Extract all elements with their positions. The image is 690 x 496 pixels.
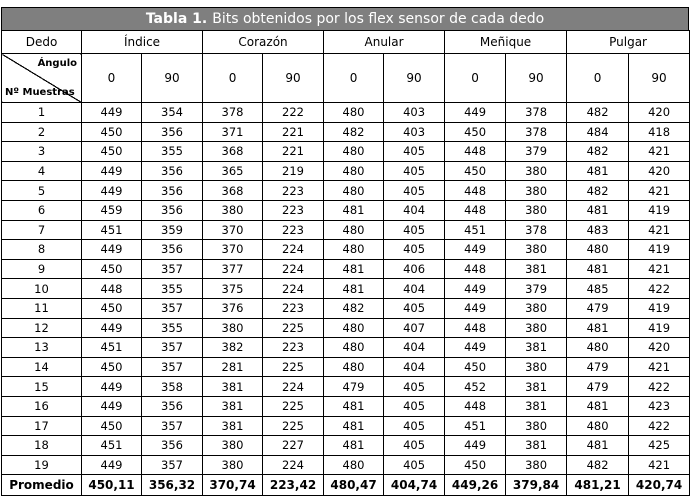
table-cell: 479 bbox=[324, 377, 384, 397]
table-cell: 380 bbox=[203, 436, 263, 456]
table-cell: 480 bbox=[324, 455, 384, 475]
table-row bbox=[2, 200, 690, 220]
table-cell: 405 bbox=[384, 396, 445, 416]
table-cell: 380 bbox=[203, 318, 263, 338]
table-cell: 224 bbox=[263, 259, 324, 279]
table-cell: 371 bbox=[203, 122, 263, 142]
table-cell: 370 bbox=[203, 220, 263, 240]
table-cell: 481 bbox=[567, 318, 629, 338]
table-cell: 450 bbox=[82, 416, 142, 436]
table-cell: 422 bbox=[629, 416, 690, 436]
table-row bbox=[2, 142, 690, 162]
table-cell: 421 bbox=[629, 357, 690, 377]
table-cell: 219 bbox=[263, 161, 324, 181]
table-row bbox=[2, 240, 690, 260]
table-cell: 450 bbox=[82, 142, 142, 162]
table-cell: 479 bbox=[567, 357, 629, 377]
table-cell: 450 bbox=[445, 455, 506, 475]
table-cell: 223 bbox=[263, 181, 324, 201]
table-cell: 404 bbox=[384, 338, 445, 358]
table-cell: 480 bbox=[567, 416, 629, 436]
table-cell: 406 bbox=[384, 259, 445, 279]
table-cell: 482 bbox=[567, 455, 629, 475]
table-cell: 405 bbox=[384, 455, 445, 475]
table-cell: 482 bbox=[567, 103, 629, 123]
table-cell: 405 bbox=[384, 161, 445, 181]
table-cell: 376 bbox=[203, 298, 263, 318]
table-cell: 450 bbox=[445, 357, 506, 377]
table-cell: 481 bbox=[567, 200, 629, 220]
average-label: Promedio bbox=[2, 475, 82, 496]
table-cell: 481 bbox=[567, 396, 629, 416]
header-finger-anular: Anular bbox=[324, 31, 445, 54]
table-cell: 449 bbox=[82, 103, 142, 123]
table-cell: 356 bbox=[142, 200, 203, 220]
table-cell: 450 bbox=[445, 161, 506, 181]
table-cell: 404 bbox=[384, 357, 445, 377]
table-cell: 224 bbox=[263, 279, 324, 299]
table-cell: 421 bbox=[629, 455, 690, 475]
table-cell: 380 bbox=[506, 357, 567, 377]
table-cell: 449 bbox=[445, 103, 506, 123]
average-cell: 420,74 bbox=[629, 475, 690, 496]
table-cell: 449 bbox=[82, 377, 142, 397]
table-cell: 481 bbox=[324, 200, 384, 220]
table-cell: 379 bbox=[506, 279, 567, 299]
table-cell: 225 bbox=[263, 357, 324, 377]
average-cell: 404,74 bbox=[384, 475, 445, 496]
table-cell: 404 bbox=[384, 200, 445, 220]
table-row bbox=[2, 455, 690, 475]
header-angle-cell: 0 bbox=[567, 54, 629, 103]
table-cell: 378 bbox=[506, 220, 567, 240]
table-cell: 451 bbox=[82, 220, 142, 240]
average-cell: 356,32 bbox=[142, 475, 203, 496]
table-cell: 405 bbox=[384, 142, 445, 162]
average-cell: 450,11 bbox=[82, 475, 142, 496]
sample-number-cell: 12 bbox=[2, 318, 82, 338]
table-cell: 452 bbox=[445, 377, 506, 397]
table-row bbox=[2, 436, 690, 456]
table-cell: 481 bbox=[324, 279, 384, 299]
table-cell: 380 bbox=[506, 161, 567, 181]
table-cell: 225 bbox=[263, 416, 324, 436]
table-cell: 419 bbox=[629, 298, 690, 318]
table-cell: 222 bbox=[263, 103, 324, 123]
table-cell: 448 bbox=[82, 279, 142, 299]
table-cell: 381 bbox=[203, 416, 263, 436]
table-cell: 449 bbox=[82, 396, 142, 416]
sample-number-cell: 15 bbox=[2, 377, 82, 397]
header-diagonal-cell bbox=[2, 54, 82, 103]
average-row bbox=[2, 475, 690, 496]
table-cell: 423 bbox=[629, 396, 690, 416]
sample-number-cell: 11 bbox=[2, 298, 82, 318]
table-cell: 480 bbox=[324, 357, 384, 377]
table-cell: 419 bbox=[629, 240, 690, 260]
average-cell: 370,74 bbox=[203, 475, 263, 496]
table-cell: 459 bbox=[82, 200, 142, 220]
average-cell: 449,26 bbox=[445, 475, 506, 496]
header-dedo: Dedo bbox=[2, 31, 82, 54]
table-cell: 224 bbox=[263, 377, 324, 397]
table-cell: 405 bbox=[384, 240, 445, 260]
header-angle-cell: 90 bbox=[263, 54, 324, 103]
sample-number-cell: 18 bbox=[2, 436, 82, 456]
table-cell: 223 bbox=[263, 200, 324, 220]
table-cell: 481 bbox=[324, 396, 384, 416]
table-cell: 223 bbox=[263, 338, 324, 358]
table-cell: 380 bbox=[506, 318, 567, 338]
header-angle-cell: 0 bbox=[445, 54, 506, 103]
table-cell: 451 bbox=[82, 338, 142, 358]
table-row bbox=[2, 416, 690, 436]
table-cell: 484 bbox=[567, 122, 629, 142]
table-cell: 403 bbox=[384, 103, 445, 123]
table-cell: 481 bbox=[324, 416, 384, 436]
table-cell: 356 bbox=[142, 122, 203, 142]
sample-number-cell: 8 bbox=[2, 240, 82, 260]
header-angle-label: Ángulo bbox=[37, 58, 77, 69]
table-cell: 370 bbox=[203, 240, 263, 260]
table-cell: 480 bbox=[324, 220, 384, 240]
sample-number-cell: 3 bbox=[2, 142, 82, 162]
table-cell: 378 bbox=[506, 103, 567, 123]
table-cell: 227 bbox=[263, 436, 324, 456]
table-cell: 405 bbox=[384, 220, 445, 240]
table-cell: 480 bbox=[324, 103, 384, 123]
table-cell: 449 bbox=[82, 455, 142, 475]
table-cell: 450 bbox=[82, 298, 142, 318]
table-cell: 479 bbox=[567, 298, 629, 318]
table-cell: 355 bbox=[142, 279, 203, 299]
table-cell: 479 bbox=[567, 377, 629, 397]
average-cell: 223,42 bbox=[263, 475, 324, 496]
table-cell: 368 bbox=[203, 181, 263, 201]
table-cell: 449 bbox=[82, 240, 142, 260]
table-cell: 421 bbox=[629, 220, 690, 240]
table-cell: 420 bbox=[629, 103, 690, 123]
sample-number-cell: 4 bbox=[2, 161, 82, 181]
table-cell: 425 bbox=[629, 436, 690, 456]
table-cell: 356 bbox=[142, 436, 203, 456]
table-cell: 356 bbox=[142, 161, 203, 181]
table-cell: 355 bbox=[142, 318, 203, 338]
table-cell: 449 bbox=[445, 436, 506, 456]
table-cell: 221 bbox=[263, 142, 324, 162]
table-cell: 481 bbox=[324, 436, 384, 456]
table-cell: 481 bbox=[324, 259, 384, 279]
average-cell: 379,84 bbox=[506, 475, 567, 496]
header-finger-pulgar: Pulgar bbox=[567, 31, 690, 54]
table-cell: 450 bbox=[82, 122, 142, 142]
data-table bbox=[1, 30, 690, 496]
table-cell: 421 bbox=[629, 142, 690, 162]
sample-number-cell: 16 bbox=[2, 396, 82, 416]
table-cell: 381 bbox=[506, 396, 567, 416]
table-cell: 225 bbox=[263, 318, 324, 338]
table-cell: 380 bbox=[506, 181, 567, 201]
table-row bbox=[2, 103, 690, 123]
table-cell: 449 bbox=[445, 240, 506, 260]
table-cell: 482 bbox=[567, 181, 629, 201]
table-cell: 356 bbox=[142, 240, 203, 260]
table-row bbox=[2, 298, 690, 318]
table-cell: 481 bbox=[567, 436, 629, 456]
table-cell: 380 bbox=[506, 200, 567, 220]
table-cell: 422 bbox=[629, 377, 690, 397]
table-cell: 481 bbox=[567, 259, 629, 279]
table-cell: 375 bbox=[203, 279, 263, 299]
table-cell: 357 bbox=[142, 338, 203, 358]
table-cell: 223 bbox=[263, 298, 324, 318]
sample-number-cell: 5 bbox=[2, 181, 82, 201]
header-angle-cell: 90 bbox=[384, 54, 445, 103]
sample-number-cell: 10 bbox=[2, 279, 82, 299]
table-cell: 380 bbox=[506, 240, 567, 260]
caption-number: Tabla 1. bbox=[145, 11, 208, 27]
table-cell: 449 bbox=[82, 318, 142, 338]
table-cell: 403 bbox=[384, 122, 445, 142]
average-cell: 481,21 bbox=[567, 475, 629, 496]
table-cell: 355 bbox=[142, 142, 203, 162]
table-cell: 450 bbox=[82, 259, 142, 279]
table-cell: 223 bbox=[263, 220, 324, 240]
table-cell: 407 bbox=[384, 318, 445, 338]
sample-number-cell: 14 bbox=[2, 357, 82, 377]
table-cell: 419 bbox=[629, 200, 690, 220]
table-cell: 480 bbox=[567, 240, 629, 260]
table-row bbox=[2, 220, 690, 240]
header-angle-cell: 90 bbox=[629, 54, 690, 103]
table-cell: 482 bbox=[567, 142, 629, 162]
header-samples-label: Nº Muestras bbox=[5, 87, 75, 98]
table-cell: 380 bbox=[506, 416, 567, 436]
table-cell: 480 bbox=[324, 161, 384, 181]
header-angle-cell: 90 bbox=[506, 54, 567, 103]
table-cell: 224 bbox=[263, 240, 324, 260]
table-cell: 405 bbox=[384, 416, 445, 436]
table-cell: 357 bbox=[142, 298, 203, 318]
table-cell: 483 bbox=[567, 220, 629, 240]
table-cell: 382 bbox=[203, 338, 263, 358]
table-cell: 450 bbox=[82, 357, 142, 377]
header-row-angles bbox=[2, 54, 690, 103]
table-cell: 381 bbox=[203, 377, 263, 397]
table-cell: 224 bbox=[263, 455, 324, 475]
table-cell: 481 bbox=[567, 161, 629, 181]
table-cell: 448 bbox=[445, 181, 506, 201]
table-cell: 449 bbox=[82, 181, 142, 201]
table-row bbox=[2, 122, 690, 142]
sample-number-cell: 1 bbox=[2, 103, 82, 123]
table-cell: 356 bbox=[142, 181, 203, 201]
table-cell: 381 bbox=[506, 338, 567, 358]
table-cell: 480 bbox=[324, 240, 384, 260]
table-cell: 380 bbox=[506, 298, 567, 318]
table-cell: 356 bbox=[142, 396, 203, 416]
table-cell: 358 bbox=[142, 377, 203, 397]
table-cell: 379 bbox=[506, 142, 567, 162]
table-cell: 448 bbox=[445, 396, 506, 416]
table-cell: 381 bbox=[203, 396, 263, 416]
table-cell: 420 bbox=[629, 338, 690, 358]
table-cell: 381 bbox=[506, 436, 567, 456]
header-angle-cell: 0 bbox=[82, 54, 142, 103]
table-cell: 359 bbox=[142, 220, 203, 240]
table-cell: 221 bbox=[263, 122, 324, 142]
table-cell: 449 bbox=[82, 161, 142, 181]
table-row bbox=[2, 396, 690, 416]
table-row bbox=[2, 377, 690, 397]
header-finger-menique: Meñique bbox=[445, 31, 567, 54]
table-cell: 480 bbox=[324, 318, 384, 338]
table-cell: 485 bbox=[567, 279, 629, 299]
table-cell: 422 bbox=[629, 279, 690, 299]
table-cell: 357 bbox=[142, 259, 203, 279]
table-cell: 405 bbox=[384, 436, 445, 456]
table-cell: 225 bbox=[263, 396, 324, 416]
table-cell: 404 bbox=[384, 279, 445, 299]
table-cell: 480 bbox=[324, 181, 384, 201]
table-cell: 421 bbox=[629, 181, 690, 201]
table-row bbox=[2, 318, 690, 338]
table-row bbox=[2, 338, 690, 358]
header-angle-cell: 90 bbox=[142, 54, 203, 103]
average-cell: 480,47 bbox=[324, 475, 384, 496]
table-cell: 451 bbox=[445, 416, 506, 436]
sample-number-cell: 17 bbox=[2, 416, 82, 436]
table-row bbox=[2, 279, 690, 299]
table-cell: 357 bbox=[142, 357, 203, 377]
table-cell: 450 bbox=[445, 122, 506, 142]
table-cell: 448 bbox=[445, 318, 506, 338]
table-cell: 365 bbox=[203, 161, 263, 181]
table-cell: 449 bbox=[445, 298, 506, 318]
table-cell: 449 bbox=[445, 338, 506, 358]
table-row bbox=[2, 181, 690, 201]
table-cell: 482 bbox=[324, 298, 384, 318]
table-cell: 448 bbox=[445, 259, 506, 279]
header-row-fingers bbox=[2, 31, 690, 54]
table-cell: 380 bbox=[203, 455, 263, 475]
table-cell: 377 bbox=[203, 259, 263, 279]
sample-number-cell: 9 bbox=[2, 259, 82, 279]
table-cell: 480 bbox=[324, 142, 384, 162]
table-row bbox=[2, 259, 690, 279]
table-cell: 482 bbox=[324, 122, 384, 142]
table-cell: 368 bbox=[203, 142, 263, 162]
header-angle-cell: 0 bbox=[324, 54, 384, 103]
table-cell: 281 bbox=[203, 357, 263, 377]
header-angle-cell: 0 bbox=[203, 54, 263, 103]
table-cell: 480 bbox=[324, 338, 384, 358]
table-cell: 378 bbox=[203, 103, 263, 123]
table-cell: 480 bbox=[567, 338, 629, 358]
sample-number-cell: 13 bbox=[2, 338, 82, 358]
table-cell: 380 bbox=[203, 200, 263, 220]
table-cell: 420 bbox=[629, 161, 690, 181]
table-cell: 380 bbox=[506, 455, 567, 475]
table-cell: 421 bbox=[629, 259, 690, 279]
table-cell: 405 bbox=[384, 298, 445, 318]
header-finger-corazon: Corazón bbox=[203, 31, 324, 54]
sample-number-cell: 2 bbox=[2, 122, 82, 142]
sample-number-cell: 7 bbox=[2, 220, 82, 240]
table-cell: 405 bbox=[384, 181, 445, 201]
table-cell: 418 bbox=[629, 122, 690, 142]
table-cell: 354 bbox=[142, 103, 203, 123]
table-row bbox=[2, 161, 690, 181]
header-finger-indice: Índice bbox=[82, 31, 203, 54]
table-cell: 449 bbox=[445, 279, 506, 299]
table-cell: 451 bbox=[445, 220, 506, 240]
table-cell: 419 bbox=[629, 318, 690, 338]
table-cell: 448 bbox=[445, 200, 506, 220]
table-container bbox=[1, 7, 689, 496]
table-caption bbox=[1, 7, 689, 30]
sample-number-cell: 6 bbox=[2, 200, 82, 220]
table-cell: 381 bbox=[506, 259, 567, 279]
table-cell: 381 bbox=[506, 377, 567, 397]
sample-number-cell: 19 bbox=[2, 455, 82, 475]
table-cell: 405 bbox=[384, 377, 445, 397]
table-cell: 378 bbox=[506, 122, 567, 142]
table-row bbox=[2, 357, 690, 377]
caption-text: Bits obtenidos por los flex sensor de cada dedo bbox=[212, 11, 545, 27]
table-cell: 451 bbox=[82, 436, 142, 456]
table-cell: 448 bbox=[445, 142, 506, 162]
table-cell: 357 bbox=[142, 416, 203, 436]
table-cell: 357 bbox=[142, 455, 203, 475]
